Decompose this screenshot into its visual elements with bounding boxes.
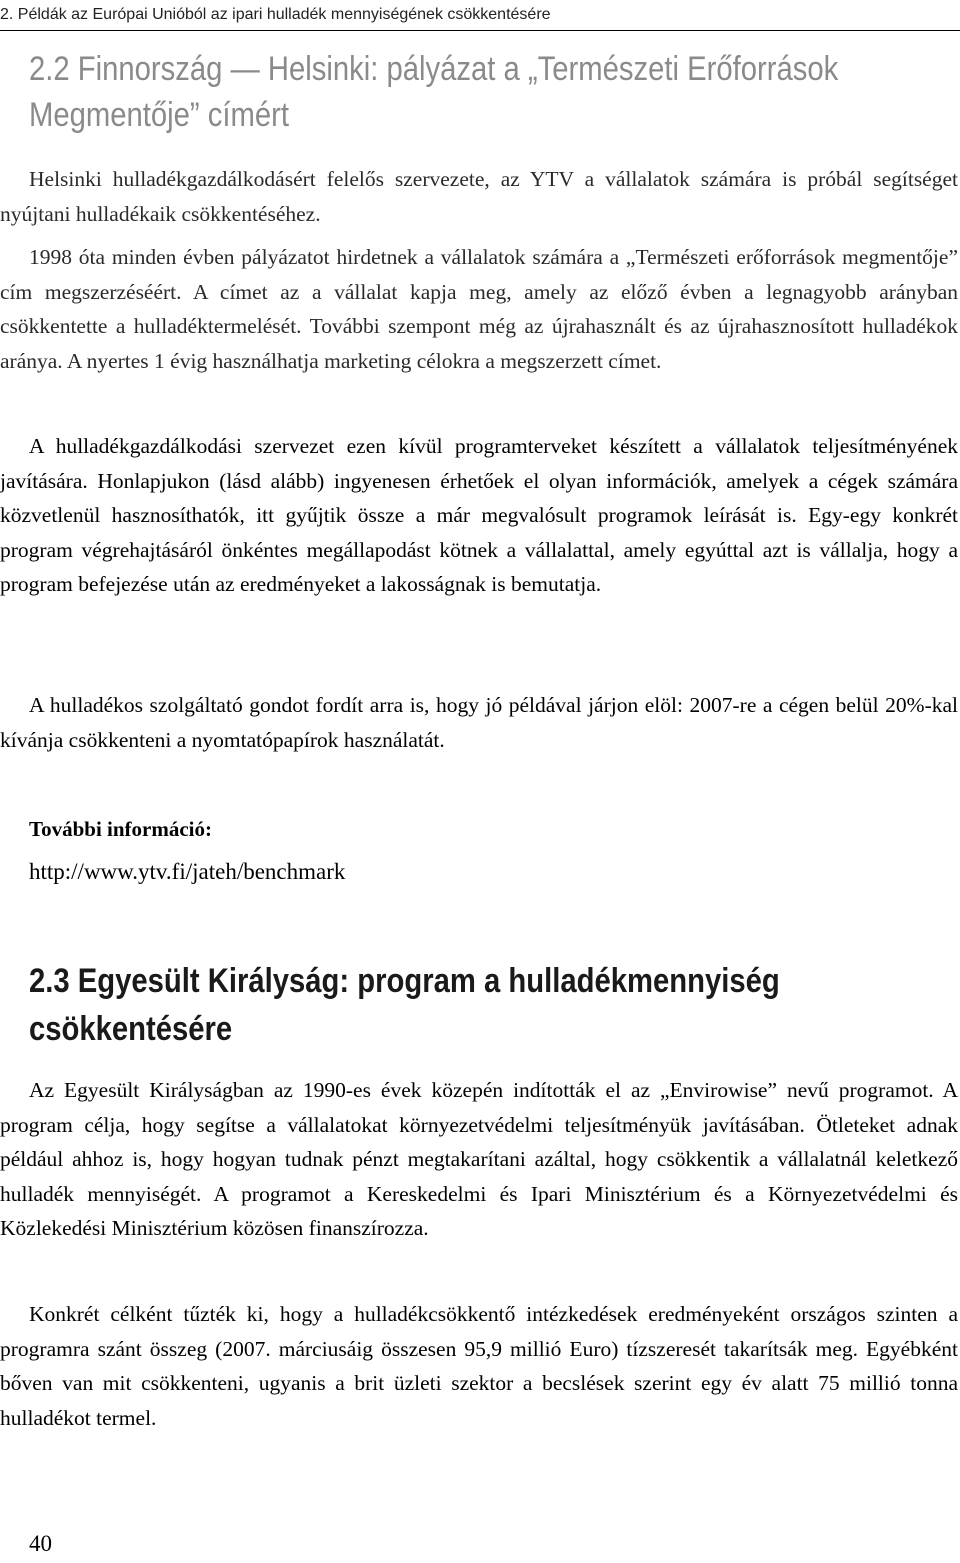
more-info-link[interactable]: http://www.ytv.fi/jateh/benchmark xyxy=(29,859,346,884)
section-2-2-title-line2: Megmentője” címért xyxy=(29,96,290,134)
section-2-2-paragraph-3: A hulladékgazdálkodási szervezet ezen kívül programterveket készített a vállalatok teljesítményének javítására. Honlapjukon (lásd alább) ingyenesen érhetőek el olyan információk, amelyek a cégek számára közvetlenül hasznosíthatók, itt gyűjtik össze a már megvalósult programok leírását is. Egy-egy konkrét program végrehajtásáról önkéntes megállapodást kötnek a vállalattal, amely egyúttal azt is vállalja, hogy a program befejezése után az eredményeket a lakosságnak is bemutatja. xyxy=(0,434,958,597)
running-header: 2. Példák az Európai Unióból az ipari hulladék mennyiségének csökkentésére xyxy=(0,4,960,31)
section-2-2-paragraph-1: Helsinki hulladékgazdálkodásért felelős szervezete, az YTV a vállalatok számára is próbál segítséget nyújtani hulladékaik csökkentéséhez. xyxy=(0,167,958,226)
more-info-label: További információ: xyxy=(29,817,212,841)
section-2-3-paragraph-1: Az Egyesült Királyságban az 1990-es évek közepén indították el az „Envirowise” nevű programot. A program célja, hogy segítse a vállalatokat környezetvédelmi teljesítményük javításában. Ötleteket adnak például ahhoz is, hogy hogyan tudnak pénzt megtakarítani azáltal, hogy csökkentik a vállalatnál keletkező hulladék mennyiségét. A programot a Kereskedelmi és Ipari Minisztérium és a Környezetvédelmi és Közlekedési Minisztérium közösen finanszírozza. xyxy=(0,1078,958,1241)
section-2-3-paragraph-2: Konkrét célként tűzték ki, hogy a hulladékcsökkentő intézkedések eredményeként országos szinten a programra szánt összeg (2007. márciusáig összesen 95,9 millió Euro) tízszeresét takarítsák meg. Egyébként bőven van mit csökkenteni, ugyanis a brit üzleti szektor a becslések szerint egy év alatt 75 millió tonna hulladékot termel. xyxy=(0,1302,958,1430)
section-2-3-title-line2: csökkentésére xyxy=(29,1010,233,1048)
section-2-2-paragraph-4: A hulladékos szolgáltató gondot fordít arra is, hogy jó példával járjon elöl: 2007-re a cégen belül 20%-kal kívánja csökkenteni a nyomtatópapírok használatát. xyxy=(0,693,958,752)
section-2-2-title-line1: 2.2 Finnország — Helsinki: pályázat a „Természeti Erőforrások xyxy=(29,50,839,88)
section-2-3-title-line1: 2.3 Egyesült Királyság: program a hulladékmennyiség xyxy=(29,962,780,1000)
section-2-2-paragraph-2: 1998 óta minden évben pályázatot hirdetnek a vállalatok számára a „Természeti erőforrások megmentője” cím megszerzéséért. A címet az a vállalat kapja meg, amely az előző évben a legnagyobb arányban csökkentette a hulladéktermelését. További szempont még az újrahasznált és az újrahasznosított hulladékok aránya. A nyertes 1 évig használhatja marketing célokra a megszerzett címet. xyxy=(0,245,958,373)
page-number: 40 xyxy=(29,1531,52,1556)
